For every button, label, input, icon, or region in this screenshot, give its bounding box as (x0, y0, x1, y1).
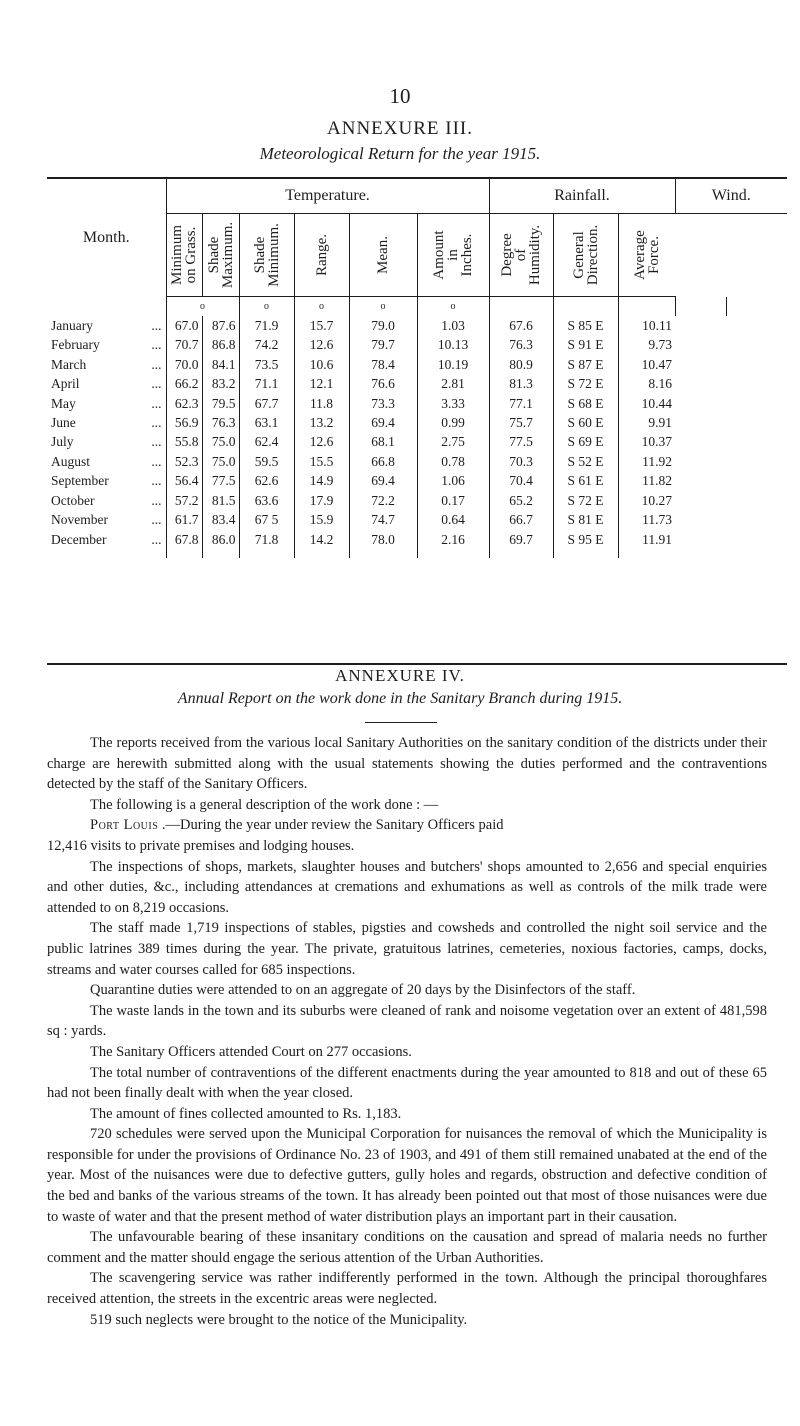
direction-cell: S 87 E (553, 355, 618, 374)
mean-cell: 76.6 (349, 375, 417, 394)
table-row (47, 336, 787, 355)
range-cell: 17.9 (294, 491, 349, 510)
month-cell: October ... (51, 492, 162, 508)
direction-cell: S 91 E (553, 336, 618, 355)
min-grass-cell: 56.9 (166, 413, 202, 432)
shade-max-cell: 84.1 (202, 355, 239, 374)
amount-cell: 0.17 (417, 491, 489, 510)
shade-max-cell: 75.0 (202, 452, 239, 471)
mean-cell: 79.0 (349, 316, 417, 335)
place-name: Port Louis (90, 817, 159, 834)
amount-cell: 2.16 (417, 530, 489, 558)
min-grass-cell: 52.3 (166, 452, 202, 471)
paragraph: The waste lands in the town and its suburbs were cleaned of rank and noisome vegetation over an extent of 481,598 sq : yards. (47, 1002, 767, 1040)
amount-cell: 0.99 (417, 413, 489, 432)
section-divider (365, 722, 437, 723)
shade-min-header: Shade Minimum. (251, 223, 282, 287)
paragraph-port-louis: Port Louis .—During the year under review the Sanitary Officers paid (90, 817, 504, 834)
annexure-3-subtitle: Meteorological Return for the year 1915. (259, 144, 541, 163)
force-cell: 11.82 (618, 472, 675, 491)
force-cell: 11.73 (618, 510, 675, 529)
degree-mark: o (417, 297, 489, 317)
table-row (47, 375, 787, 394)
degree-mark: o (349, 297, 417, 317)
paragraph: 519 such neglects were brought to the notice of the Municipality. (90, 1311, 468, 1328)
min-grass-cell: 62.3 (166, 394, 202, 413)
mean-cell: 68.1 (349, 433, 417, 452)
mean-cell: 79.7 (349, 336, 417, 355)
table-row (47, 452, 787, 471)
month-column-header: Month. (82, 228, 130, 246)
month-cell: August ... (51, 453, 162, 469)
paragraph: The reports received from the various local Sanitary Authorities on the sanitary condition of the districts under their charge are herewith submitted along with the usual statements showing the duties performed and the contraventions detected by the staff of the Sanitary Officers. (47, 735, 767, 793)
direction-cell: S 60 E (553, 413, 618, 432)
table-row (47, 433, 787, 452)
mean-cell: 74.7 (349, 510, 417, 529)
range-cell: 11.8 (294, 394, 349, 413)
direction-cell: S 69 E (553, 433, 618, 452)
shade-max-cell: 86.8 (202, 336, 239, 355)
shade-max-cell: 77.5 (202, 472, 239, 491)
humidity-cell: 77.1 (489, 394, 553, 413)
month-cell: December ... (51, 531, 162, 547)
min-grass-cell: 70.0 (166, 355, 202, 374)
mean-cell: 78.4 (349, 355, 417, 374)
shade-min-cell: 63.6 (239, 491, 294, 510)
min-grass-cell: 66.2 (166, 375, 202, 394)
paragraph: The staff made 1,719 inspections of stables, pigsties and cowsheds and controlled the night soil service and the public latrines 389 times during the year. The private, gratuitous latrines, cemeteries, noxious factories, camps, docks, streams and water courses called for 685 inspections. (47, 920, 767, 978)
paragraph: The unfavourable bearing of these insanitary conditions on the causation and spread of malaria needs no further comment and the matter should engage the serious attention of the Urban Authorities. (47, 1229, 767, 1266)
humidity-cell: 69.7 (489, 530, 553, 558)
mean-cell: 72.2 (349, 491, 417, 510)
amount-cell: 3.33 (417, 394, 489, 413)
month-cell: July ... (51, 434, 162, 450)
annexure-4-title: ANNEXURE IV. (335, 666, 465, 685)
humidity-cell: 81.3 (489, 375, 553, 394)
humidity-cell: 66.7 (489, 510, 553, 529)
shade-min-cell: 62.6 (239, 472, 294, 491)
amount-cell: 2.81 (417, 375, 489, 394)
min-grass-cell: 67.0 (166, 316, 202, 335)
force-cell: 10.11 (618, 316, 675, 335)
amount-cell: 0.64 (417, 510, 489, 529)
humidity-cell: 70.3 (489, 452, 553, 471)
shade-min-cell: 71.8 (239, 530, 294, 558)
shade-max-cell: 86.0 (202, 530, 239, 558)
range-cell: 15.9 (294, 510, 349, 529)
mean-cell: 73.3 (349, 394, 417, 413)
amount-cell: 1.06 (417, 472, 489, 491)
direction-cell: S 52 E (553, 452, 618, 471)
humidity-cell: 76.3 (489, 336, 553, 355)
month-cell: February ... (51, 337, 162, 353)
range-cell: 12.6 (294, 433, 349, 452)
force-cell: 11.92 (618, 452, 675, 471)
table-row (47, 394, 787, 413)
range-cell: 15.5 (294, 452, 349, 471)
range-header: Range. (313, 233, 330, 277)
humidity-cell: 70.4 (489, 472, 553, 491)
direction-cell: S 72 E (553, 491, 618, 510)
shade-max-header: Shade Maximum. (205, 221, 236, 289)
amount-header: Amount in Inches. (431, 230, 475, 280)
range-cell: 12.6 (294, 336, 349, 355)
shade-min-cell: 74.2 (239, 336, 294, 355)
force-cell: 10.37 (618, 433, 675, 452)
degree-mark: o (166, 297, 239, 317)
paragraph: 12,416 visits to private premises and lodging houses. (47, 837, 355, 854)
rainfall-group-header: Rainfall. (489, 179, 675, 214)
table-row (47, 530, 787, 558)
paragraph: The total number of contraventions of the different enactments during the year amounted to 818 and out of these 65 had not been finally dealt with when the year closed. (47, 1064, 767, 1102)
shade-max-cell: 75.0 (202, 433, 239, 452)
shade-max-cell: 83.2 (202, 375, 239, 394)
table-row (47, 491, 787, 510)
month-cell: March ... (51, 356, 162, 372)
range-cell: 13.2 (294, 413, 349, 432)
table-row (47, 510, 787, 529)
humidity-cell: 75.7 (489, 413, 553, 432)
degree-mark: o (239, 297, 294, 317)
range-cell: 15.7 (294, 316, 349, 335)
month-cell: May ... (51, 395, 162, 411)
shade-min-cell: 67.7 (239, 394, 294, 413)
mean-cell: 66.8 (349, 452, 417, 471)
amount-cell: 2.75 (417, 433, 489, 452)
paragraph: The inspections of shops, markets, slaughter houses and butchers' shops amounted to 2,656 and special enquiries and other duties, &c., including attendances at cremations and exhumations as well as controls of the milk trade were attended to on 8,219 occasions. (47, 858, 767, 916)
amount-cell: 0.78 (417, 452, 489, 471)
direction-cell: S 85 E (553, 316, 618, 335)
force-cell: 10.47 (618, 355, 675, 374)
month-cell: April ... (51, 376, 162, 392)
force-cell: 9.91 (618, 413, 675, 432)
shade-min-cell: 63.1 (239, 413, 294, 432)
humidity-cell: 77.5 (489, 433, 553, 452)
shade-min-cell: 67 5 (239, 510, 294, 529)
paragraph: The amount of fines collected amounted to Rs. 1,183. (90, 1105, 402, 1122)
humidity-cell: 80.9 (489, 355, 553, 374)
paragraph: 720 schedules were served upon the Municipal Corporation for nuisances the removal of which the Municipality is responsible for under the provisions of Ordinance No. 23 of 1903, and 491 of them still remained unabated at the end of the year. Most of the nuisances were due to defective gutters, gully holes and regards, obstruction and defective condition of the bed and banks of the various streams of the town. It has already been pointed out that most of those nuisances were due to waste of water and that the present method of water distribution plays an important part in their causation. (47, 1126, 767, 1225)
range-cell: 14.9 (294, 472, 349, 491)
table-bottom-rule (47, 663, 787, 665)
shade-min-cell: 62.4 (239, 433, 294, 452)
mean-header: Mean. (375, 236, 391, 274)
force-cell: 10.44 (618, 394, 675, 413)
force-cell: 9.73 (618, 336, 675, 355)
mean-cell: 69.4 (349, 413, 417, 432)
shade-min-cell: 71.1 (239, 375, 294, 394)
shade-min-cell: 71.9 (239, 316, 294, 335)
amount-cell: 10.19 (417, 355, 489, 374)
paragraph: The scavengering service was rather indifferently performed in the town. Although the principal thoroughfares received attention, the streets in the excentric areas were neglected. (47, 1270, 767, 1308)
direction-cell: S 61 E (553, 472, 618, 491)
humidity-cell: 67.6 (489, 316, 553, 335)
month-cell: June ... (51, 415, 162, 431)
shade-min-cell: 73.5 (239, 355, 294, 374)
amount-cell: 10.13 (417, 336, 489, 355)
direction-header: General Direction. (570, 224, 601, 286)
month-cell: November ... (51, 511, 162, 527)
direction-cell: S 95 E (553, 530, 618, 558)
table-row (47, 413, 787, 432)
min-grass-cell: 70.7 (166, 336, 202, 355)
paragraph: Quarantine duties were attended to on an aggregate of 20 days by the Disinfectors of the staff. (90, 982, 636, 999)
range-cell: 10.6 (294, 355, 349, 374)
shade-min-cell: 59.5 (239, 452, 294, 471)
annexure-3-title: ANNEXURE III. (327, 118, 473, 139)
table-row (47, 355, 787, 374)
degree-mark: o (294, 297, 349, 317)
direction-cell: S 81 E (553, 510, 618, 529)
annexure-4-subtitle: Annual Report on the work done in the Sanitary Branch during 1915. (177, 690, 623, 707)
force-header: Average Force. (631, 230, 662, 280)
min-grass-cell: 61.7 (166, 510, 202, 529)
report-body (47, 733, 767, 1330)
direction-cell: S 72 E (553, 375, 618, 394)
month-cell: September ... (51, 473, 162, 489)
min-grass-header: Minimum on Grass. (169, 224, 199, 286)
shade-max-cell: 83.4 (202, 510, 239, 529)
page-number: 10 (389, 84, 411, 108)
paragraph: The Sanitary Officers attended Court on 277 occasions. (90, 1043, 412, 1060)
min-grass-cell: 56.4 (166, 472, 202, 491)
force-cell: 10.27 (618, 491, 675, 510)
shade-max-cell: 87.6 (202, 316, 239, 335)
mean-cell: 78.0 (349, 530, 417, 558)
table-row (47, 472, 787, 491)
min-grass-cell: 55.8 (166, 433, 202, 452)
humidity-header: Degree of Humidity. (499, 224, 543, 286)
wind-group-header: Wind. (675, 179, 787, 214)
min-grass-cell: 57.2 (166, 491, 202, 510)
meteorological-table (47, 177, 787, 558)
range-cell: 14.2 (294, 530, 349, 558)
min-grass-cell: 67.8 (166, 530, 202, 558)
paragraph: The following is a general description of the work done : — (90, 796, 439, 813)
range-cell: 12.1 (294, 375, 349, 394)
table-row (47, 316, 787, 335)
force-cell: 11.91 (618, 530, 675, 558)
shade-max-cell: 81.5 (202, 491, 239, 510)
shade-max-cell: 79.5 (202, 394, 239, 413)
shade-max-cell: 76.3 (202, 413, 239, 432)
force-cell: 8.16 (618, 375, 675, 394)
month-cell: January ... (51, 318, 162, 334)
humidity-cell: 65.2 (489, 491, 553, 510)
amount-cell: 1.03 (417, 316, 489, 335)
direction-cell: S 68 E (553, 394, 618, 413)
mean-cell: 69.4 (349, 472, 417, 491)
temperature-group-header: Temperature. (166, 179, 489, 214)
